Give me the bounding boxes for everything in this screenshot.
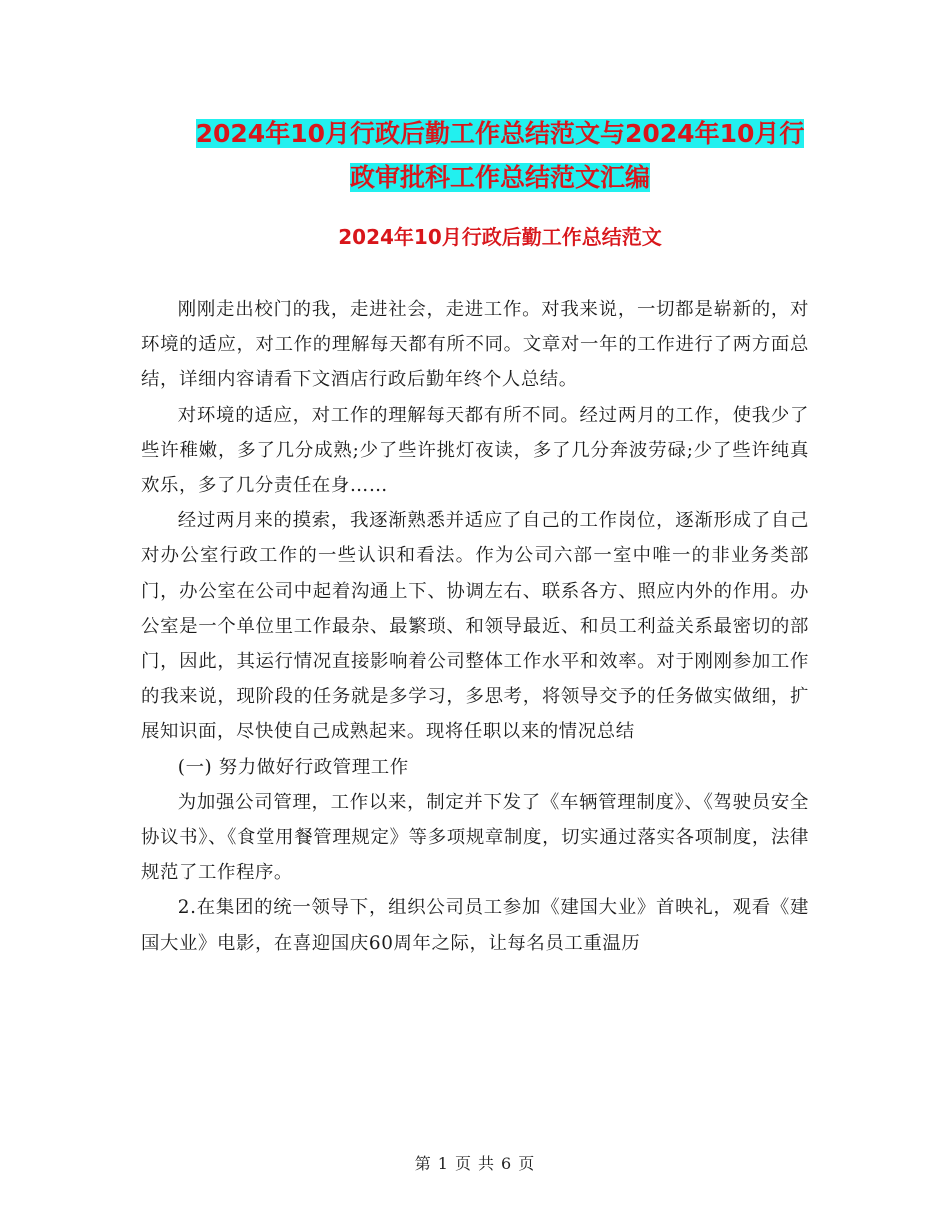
page-footer [0, 1152, 950, 1176]
footer-prefix: 第 [414, 1154, 432, 1173]
footer-suffix: 页 [518, 1154, 536, 1173]
footer-total-pages: 6 [501, 1154, 513, 1173]
subheading: (一) 努力做好行政管理工作 [177, 756, 409, 778]
document-title-line-1: 2024年10月行政后勤工作总结范文与2024年10月行 [195, 119, 805, 148]
footer-page-number: 1 [437, 1154, 449, 1173]
paragraph: 为加强公司管理，工作以来，制定并下发了《车辆管理制度》、《驾驶员安全协议书》、《食堂用餐管理规定》等多项规章制度，切实通过落实各项制度，法律规范了工作程序。 [141, 791, 809, 884]
document-title-line-2: 政审批科工作总结范文汇编 [349, 163, 650, 192]
footer-middle: 页 共 [454, 1154, 496, 1173]
paragraph: 2.在集团的统一领导下，组织公司员工参加《建国大业》首映礼，观看《建国大业》电影，在喜迎国庆60周年之际，让每名员工重温历 [141, 897, 809, 954]
document-title [140, 112, 860, 200]
section-title: 2024年10月行政后勤工作总结范文 [338, 225, 662, 249]
paragraph: 刚刚走出校门的我，走进社会，走进工作。对我来说，一切都是崭新的，对环境的适应，对工作的理解每天都有所不同。文章对一年的工作进行了两方面总结，详细内容请看下文酒店行政后勤年终个人总结。 [141, 299, 809, 391]
paragraph: 对环境的适应，对工作的理解每天都有所不同。经过两月的工作，使我少了些许稚嫩，多了几分成熟;少了些许挑灯夜读，多了几分奔波劳碌;少了些许纯真欢乐，多了几分责任在身…… [141, 404, 809, 497]
paragraph: 经过两月来的摸索，我逐渐熟悉并适应了自己的工作岗位，逐渐形成了自己对办公室行政工作的一些认识和看法。作为公司六部一室中唯一的非业务类部门，办公室在公司中起着沟通上下、协调左右、联系各方、照应内外的作用。办公室是一个单位里工作最杂、最繁琐、和领导最近、和员工利益关系最密切的部门，因此，其运行情况直接影响着公司整体工作水平和效率。对于刚刚参加工作的我来说，现阶段的任务就是多学习，多思考，将领导交予的任务做实做细，扩展知识面，尽快使自己成熟起来。现将任职以来的情况总结 [141, 510, 809, 743]
document-body [141, 292, 809, 961]
